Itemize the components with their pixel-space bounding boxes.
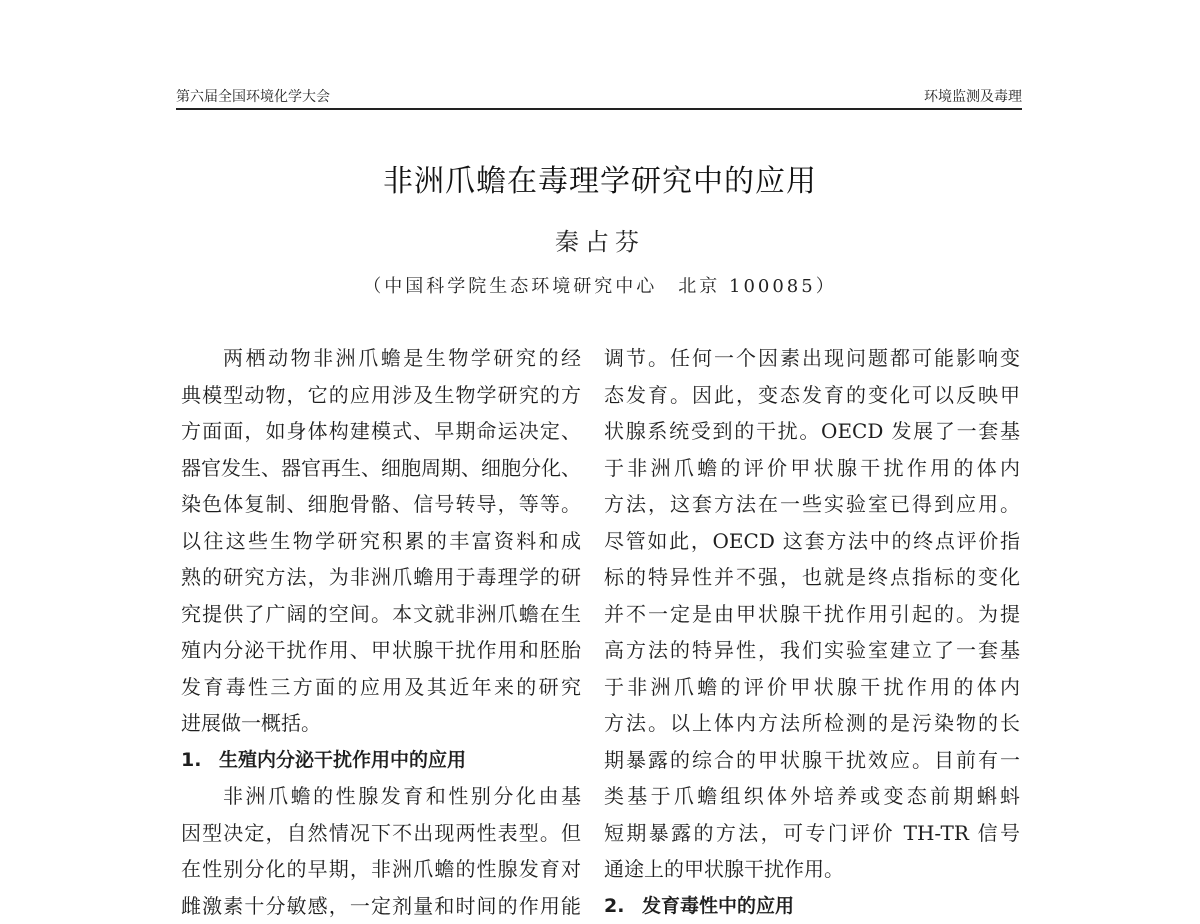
section-category: 环境监测及毒理 [924, 86, 1022, 106]
text-line: 雌激素十分敏感，一定剂量和时间的作用能 [181, 888, 581, 924]
paper-title: 非洲爪蟾在毒理学研究中的应用 [0, 156, 1200, 200]
text-line: 染色体复制、细胞骨骼、信号转导，等等。 [181, 486, 581, 523]
text-line: 两栖动物非洲爪蟾是生物学研究的经 [181, 340, 581, 377]
text-line: 典模型动物，它的应用涉及生物学研究的方 [181, 377, 581, 414]
section-number: 1. [181, 742, 219, 779]
text-line: 类基于爪蟾组织体外培养或变态前期蝌蚪 [604, 778, 1020, 815]
running-header [176, 86, 1022, 110]
text-line: 期暴露的综合的甲状腺干扰效应。目前有一 [604, 742, 1020, 779]
author-affiliation: （中国科学院生态环境研究中心 北京 100085） [0, 272, 1200, 298]
text-line: 方法，这套方法在一些实验室已得到应用。 [604, 486, 1020, 523]
text-line: 短期暴露的方法，可专门评价 TH-TR 信号 [604, 815, 1020, 852]
text-line: 发育毒性三方面的应用及其近年来的研究 [181, 669, 581, 706]
text-line: 标的特异性并不强，也就是终点指标的变化 [604, 559, 1020, 596]
section-number: 2. [604, 888, 642, 924]
text-line: 于非洲爪蟾的评价甲状腺干扰作用的体内 [604, 669, 1020, 706]
text-line: 进展做一概括。 [181, 705, 581, 742]
text-line: 殖内分泌干扰作用、甲状腺干扰作用和胚胎 [181, 632, 581, 669]
text-line: 以往这些生物学研究积累的丰富资料和成 [181, 523, 581, 560]
author-name: 秦占芬 [0, 222, 1200, 257]
section-heading-2 [604, 888, 1020, 924]
text-line: 高方法的特异性，我们实验室建立了一套基 [604, 632, 1020, 669]
text-line: 并不一定是由甲状腺干扰作用引起的。为提 [604, 596, 1020, 633]
text-line: 尽管如此，OECD 这套方法中的终点评价指 [604, 523, 1020, 560]
text-line: 态发育。因此，变态发育的变化可以反映甲 [604, 377, 1020, 414]
text-line: 熟的研究方法，为非洲爪蟾用于毒理学的研 [181, 559, 581, 596]
left-column [181, 340, 581, 924]
text-line: 非洲爪蟾的性腺发育和性别分化由基 [181, 778, 581, 815]
conference-name: 第六届全国环境化学大会 [176, 86, 330, 106]
text-line: 方面面，如身体构建模式、早期命运决定、 [181, 413, 581, 450]
text-line: 器官发生、器官再生、细胞周期、细胞分化、 [181, 450, 581, 487]
text-line: 调节。任何一个因素出现问题都可能影响变 [604, 340, 1020, 377]
text-line: 状腺系统受到的干扰。OECD 发展了一套基 [604, 413, 1020, 450]
section-title: 发育毒性中的应用 [642, 895, 794, 917]
text-line: 方法。以上体内方法所检测的是污染物的长 [604, 705, 1020, 742]
section-title: 生殖内分泌干扰作用中的应用 [219, 749, 466, 771]
text-line: 通途上的甲状腺干扰作用。 [604, 851, 1020, 888]
right-column [604, 340, 1020, 924]
text-line: 究提供了广阔的空间。本文就非洲爪蟾在生 [181, 596, 581, 633]
text-line: 因型决定，自然情况下不出现两性表型。但 [181, 815, 581, 852]
section-heading-1 [181, 742, 581, 779]
text-line: 于非洲爪蟾的评价甲状腺干扰作用的体内 [604, 450, 1020, 487]
text-line: 在性别分化的早期，非洲爪蟾的性腺发育对 [181, 851, 581, 888]
